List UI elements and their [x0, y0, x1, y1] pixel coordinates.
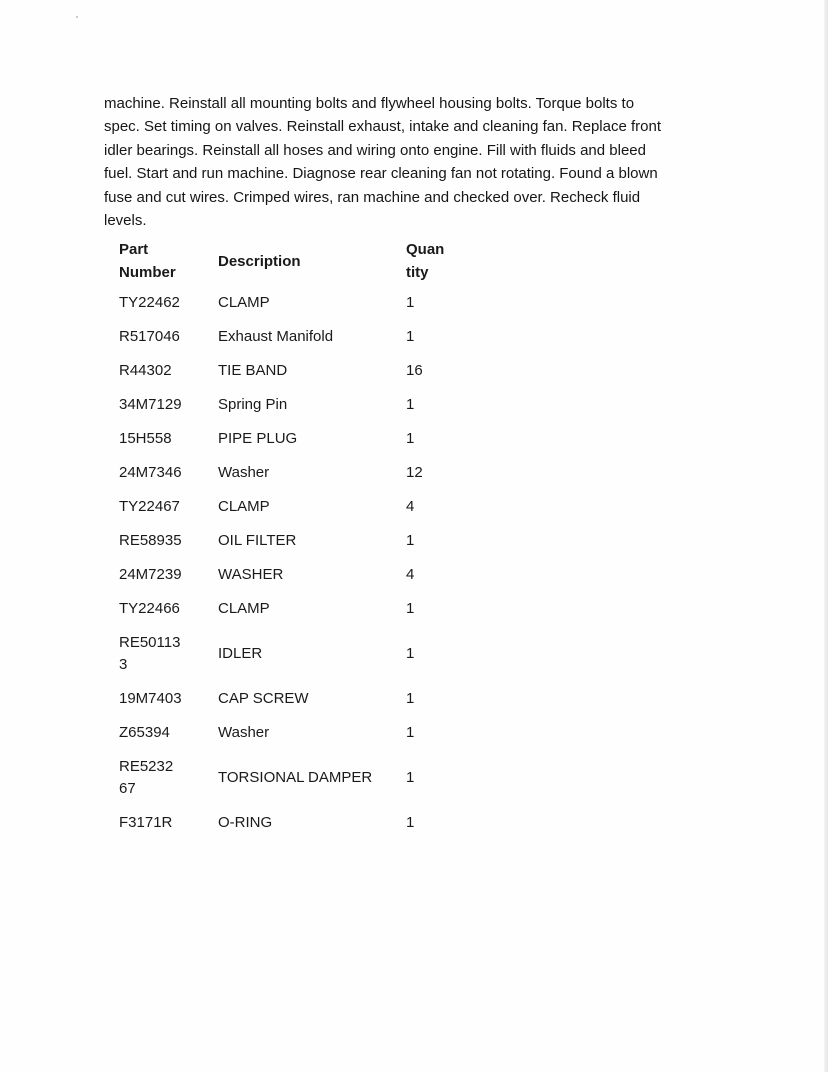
header-part-line2: Number: [119, 264, 176, 281]
quantity-cell: 16: [406, 362, 423, 379]
part-number-cell: 15H558: [119, 430, 172, 447]
part-number-cell: TY22467: [119, 498, 180, 515]
part-number-cell: RE58935: [119, 532, 182, 549]
description-cell: Spring Pin: [218, 396, 288, 413]
quantity-cell: 12: [406, 464, 423, 481]
part-number-cell: 19M7403: [119, 690, 182, 707]
description-cell: Exhaust Manifold: [218, 328, 334, 345]
table-row: [110, 524, 466, 558]
quantity-cell: 1: [406, 814, 415, 831]
paragraph-line: spec. Set timing on valves. Reinstall exhaust, intake and cleaning fan. Replace front: [104, 118, 661, 136]
table-row: [110, 320, 466, 354]
page-edge-shadow: [824, 0, 828, 1072]
header-qty-line2: tity: [406, 264, 429, 281]
description-cell: TORSIONAL DAMPER: [218, 769, 373, 786]
table-row: [110, 456, 466, 490]
description-cell: Washer: [218, 724, 270, 741]
header-quantity: [406, 236, 466, 286]
part-number-cell: 24M7239: [119, 566, 182, 583]
table-row: [110, 592, 466, 626]
quantity-cell: 1: [406, 430, 415, 447]
part-number-cell: TY22462: [119, 294, 180, 311]
description-cell: OIL FILTER: [218, 532, 297, 549]
paragraph-line: idler bearings. Reinstall all hoses and wiring onto engine. Fill with fluids and bleed: [104, 141, 646, 159]
quantity-cell: 1: [406, 645, 415, 662]
part-number-cell: 24M7346: [119, 464, 182, 481]
header-part-number: [110, 236, 218, 286]
table-row: [110, 806, 466, 840]
part-number-cell: Z65394: [119, 724, 170, 741]
paragraph-line: fuel. Start and run machine. Diagnose rear cleaning fan not rotating. Found a blown: [104, 165, 658, 183]
description-cell: CLAMP: [218, 498, 270, 515]
table-row: [110, 682, 466, 716]
paragraph-line: fuse and cut wires. Crimped wires, ran machine and checked over. Recheck fluid: [104, 188, 641, 206]
header-description: [218, 236, 406, 286]
table-row: [110, 558, 466, 592]
quantity-cell: 1: [406, 396, 415, 413]
header-part-line1: Part: [119, 241, 149, 258]
table-row: [110, 286, 466, 320]
table-row: [110, 388, 466, 422]
description-cell: CLAMP: [218, 294, 270, 311]
quantity-cell: 1: [406, 600, 415, 617]
quantity-cell: 1: [406, 769, 415, 786]
quantity-cell: 4: [406, 498, 415, 515]
quantity-cell: 1: [406, 724, 415, 741]
description-cell: TIE BAND: [218, 362, 288, 379]
description-cell: PIPE PLUG: [218, 430, 298, 447]
part-number-cell: 34M7129: [119, 396, 182, 413]
table-row: [110, 716, 466, 750]
part-number-cell: [110, 626, 218, 682]
description-cell: CLAMP: [218, 600, 270, 617]
parts-table: [110, 236, 466, 840]
part-number-cell: [110, 750, 218, 806]
quantity-cell: 1: [406, 294, 415, 311]
table-row: [110, 750, 466, 806]
table-row: [110, 490, 466, 524]
header-description-label: Description: [218, 252, 301, 270]
description-cell: WASHER: [218, 566, 284, 583]
paragraph-line: levels.: [104, 212, 147, 230]
description-cell: Washer: [218, 464, 270, 481]
description-cell: CAP SCREW: [218, 690, 309, 707]
part-number-cell: R517046: [119, 328, 180, 345]
work-description-paragraph: [104, 92, 704, 232]
description-cell: O-RING: [218, 814, 273, 831]
quantity-cell: 1: [406, 532, 415, 549]
header-qty-line1: Quan: [406, 241, 445, 258]
part-number-wrapped: RE501133: [119, 634, 181, 673]
description-cell: IDLER: [218, 645, 263, 662]
part-number-cell: TY22466: [119, 600, 180, 617]
part-number-wrapped: RE523267: [119, 758, 174, 797]
quantity-cell: 1: [406, 328, 415, 345]
part-number-cell: F3171R: [119, 814, 173, 831]
quantity-cell: 4: [406, 566, 415, 583]
part-number-cell: R44302: [119, 362, 172, 379]
scan-speck: [76, 16, 78, 18]
table-row: [110, 422, 466, 456]
table-row: [110, 626, 466, 682]
parts-table-header-row: [110, 236, 466, 286]
table-row: [110, 354, 466, 388]
paragraph-line: machine. Reinstall all mounting bolts and flywheel housing bolts. Torque bolts to: [104, 95, 635, 112]
quantity-cell: 1: [406, 690, 415, 707]
